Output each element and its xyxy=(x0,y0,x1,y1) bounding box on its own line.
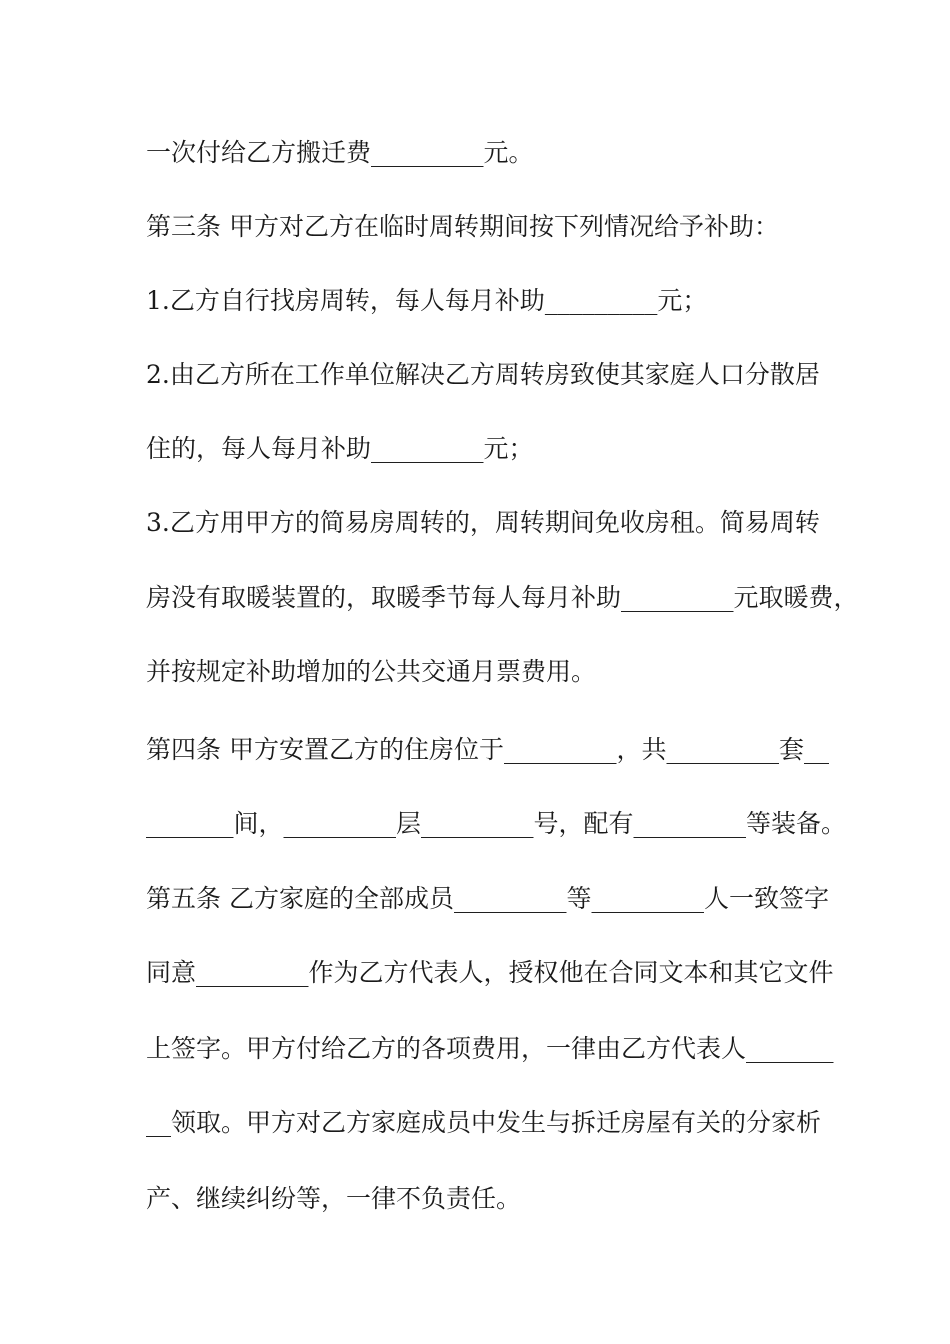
text-line-1: 一次付给乙方搬迁费_________元。 xyxy=(146,138,534,167)
text-line-11: 第五条 乙方家庭的全部成员_________等_________人一致签字 xyxy=(146,884,829,913)
text-line-3: 1.乙方自行找房周转，每人每月补助_________元； xyxy=(146,286,708,315)
text-line-7: 房没有取暖装置的，取暖季节每人每月补助_________元取暖费， xyxy=(146,583,859,612)
text-line-6: 3.乙方用甲方的简易房周转的，周转期间免收房租。简易周转 xyxy=(146,508,820,537)
text-line-10: _______间，_________层_________号，配有_________等装备。 xyxy=(146,809,847,838)
text-line-9: 第四条 甲方安置乙方的住房位于_________，共_________套__ xyxy=(146,735,829,764)
text-line-13: 上签字。甲方付给乙方的各项费用，一律由乙方代表人_______ xyxy=(146,1034,834,1063)
text-line-4: 2.由乙方所在工作单位解决乙方周转房致使其家庭人口分散居 xyxy=(146,360,820,389)
text-line-14: __领取。甲方对乙方家庭成员中发生与拆迁房屋有关的分家析 xyxy=(146,1108,822,1137)
text-line-5: 住的，每人每月补助_________元； xyxy=(146,434,534,463)
text-line-12: 同意_________作为乙方代表人，授权他在合同文本和其它文件 xyxy=(146,958,834,987)
text-line-2: 第三条 甲方对乙方在临时周转期间按下列情况给予补助： xyxy=(146,212,779,241)
text-line-15: 产、继续纠纷等，一律不负责任。 xyxy=(146,1184,522,1213)
text-line-8: 并按规定补助增加的公共交通月票费用。 xyxy=(146,657,597,686)
